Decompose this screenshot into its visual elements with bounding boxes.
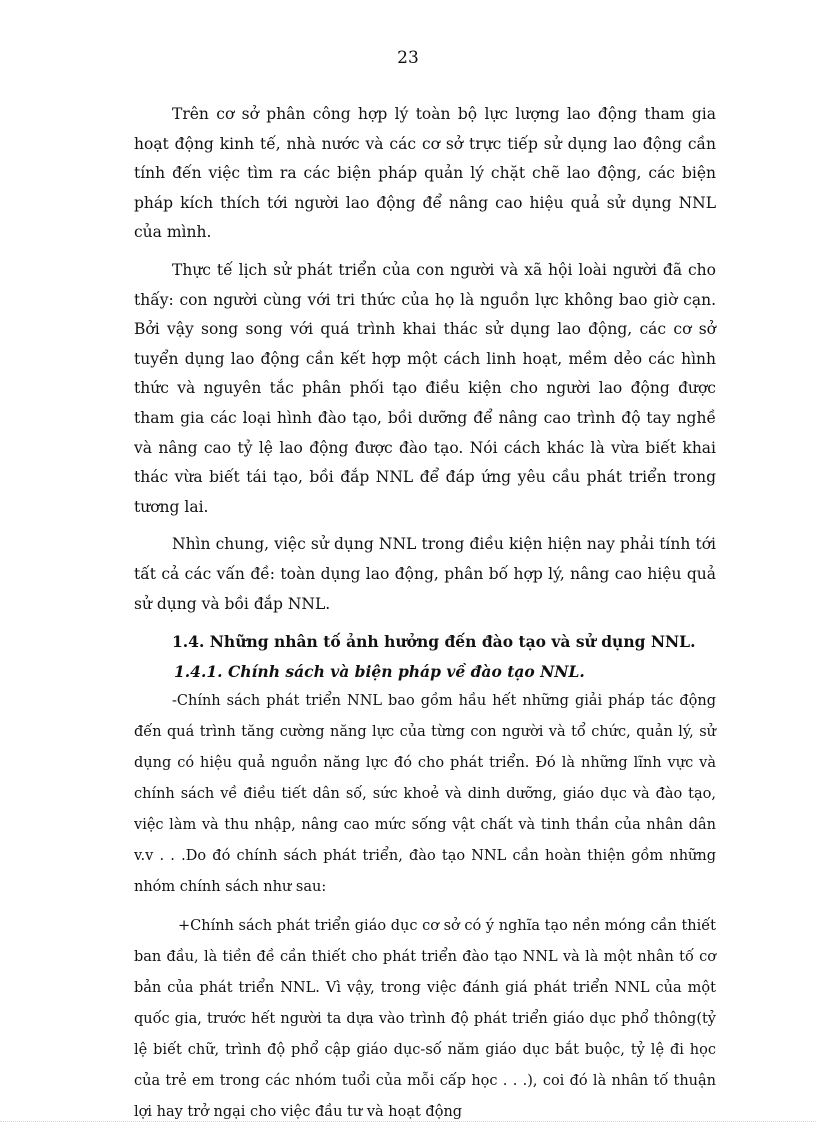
page-bottom-divider [0,1121,816,1122]
subsection-heading: 1.4.1. Chính sách và biện pháp về đào tạo NNL. [174,661,585,681]
page-number: 23 [397,48,419,68]
paragraph-labor-management: Trên cơ sở phân công hợp lý toàn bộ lực lượng lao động tham gia hoạt động kinh tế, nhà nước và các cơ sở trực tiếp sử dụng lao động cần tính đến việc tìm ra các biện pháp quản lý chặt chẽ lao động, các biện pháp kích thích tới người lao động để nâng cao hiệu quả sử dụng NNL của mình. [134,105,716,242]
document-body [134,100,716,1128]
paragraph-policy-overview: -Chính sách phát triển NNL bao gồm hầu hết những giải pháp tác động đến quá trình tăng cường năng lực của từng con người và tổ chức, quản lý, sử dụng có hiệu quả nguồn năng lực đó cho phát triển. Đó là những lĩnh vực và chính sách về điều tiết dân số, sức khoẻ và dinh dưỡng, giáo dục và đào tạo, việc làm và thu nhập, nâng cao mức sống vật chất và tinh thần của nhân dân v.v . . .Do đó chính sách phát triển, đào tạo NNL cần hoàn thiện gồm những nhóm chính sách như sau: [134,693,716,896]
section-heading: 1.4. Những nhân tố ảnh hưởng đến đào tạo và sử dụng NNL. [172,632,696,652]
paragraph-human-development: Thực tế lịch sử phát triển của con người và xã hội loài người đã cho thấy: con người cùng với tri thức của họ là nguồn lực không bao giờ cạn. Bởi vậy song song với quá trình khai thác sử dụng lao động, các cơ sở tuyển dụng lao động cần kết hợp một cách linh hoạt, mềm dẻo các hình thức và nguyên tắc phân phối tạo điều kiện cho người lao động được tham gia các loại hình đào tạo, bồi dưỡng để nâng cao trình độ tay nghề và nâng cao tỷ lệ lao động được đào tạo. Nói cách khác là vừa biết khai thác vừa biết tái tạo, bồi đắp NNL để đáp ứng yêu cầu phát triển trong tương lai. [134,260,716,516]
paragraph-conclusion: Nhìn chung, việc sử dụng NNL trong điều kiện hiện nay phải tính tới tất cả các vấn đề: toàn dụng lao động, phân bố hợp lý, nâng cao hiệu quả sử dụng và bồi đắp NNL. [134,535,716,613]
paragraph-education-policy: +Chính sách phát triển giáo dục cơ sở có ý nghĩa tạo nền móng cần thiết ban đầu, là tiền đề cần thiết cho phát triển đào tạo NNL và là một nhân tố cơ bản của phát triển NNL. Vì vậy, trong việc đánh giá phát triển NNL của một quốc gia, trước hết người ta dựa vào trình độ phát triển giáo dục phổ thông(tỷ lệ biết chữ, trình độ phổ cập giáo dục-số năm giáo dục bắt buộc, tỷ lệ đi học của trẻ em trong các nhóm tuổi của mỗi cấp học . . .), coi đó là nhân tố thuận lợi hay trở ngại cho việc đầu tư và hoạt động [134,918,716,1121]
